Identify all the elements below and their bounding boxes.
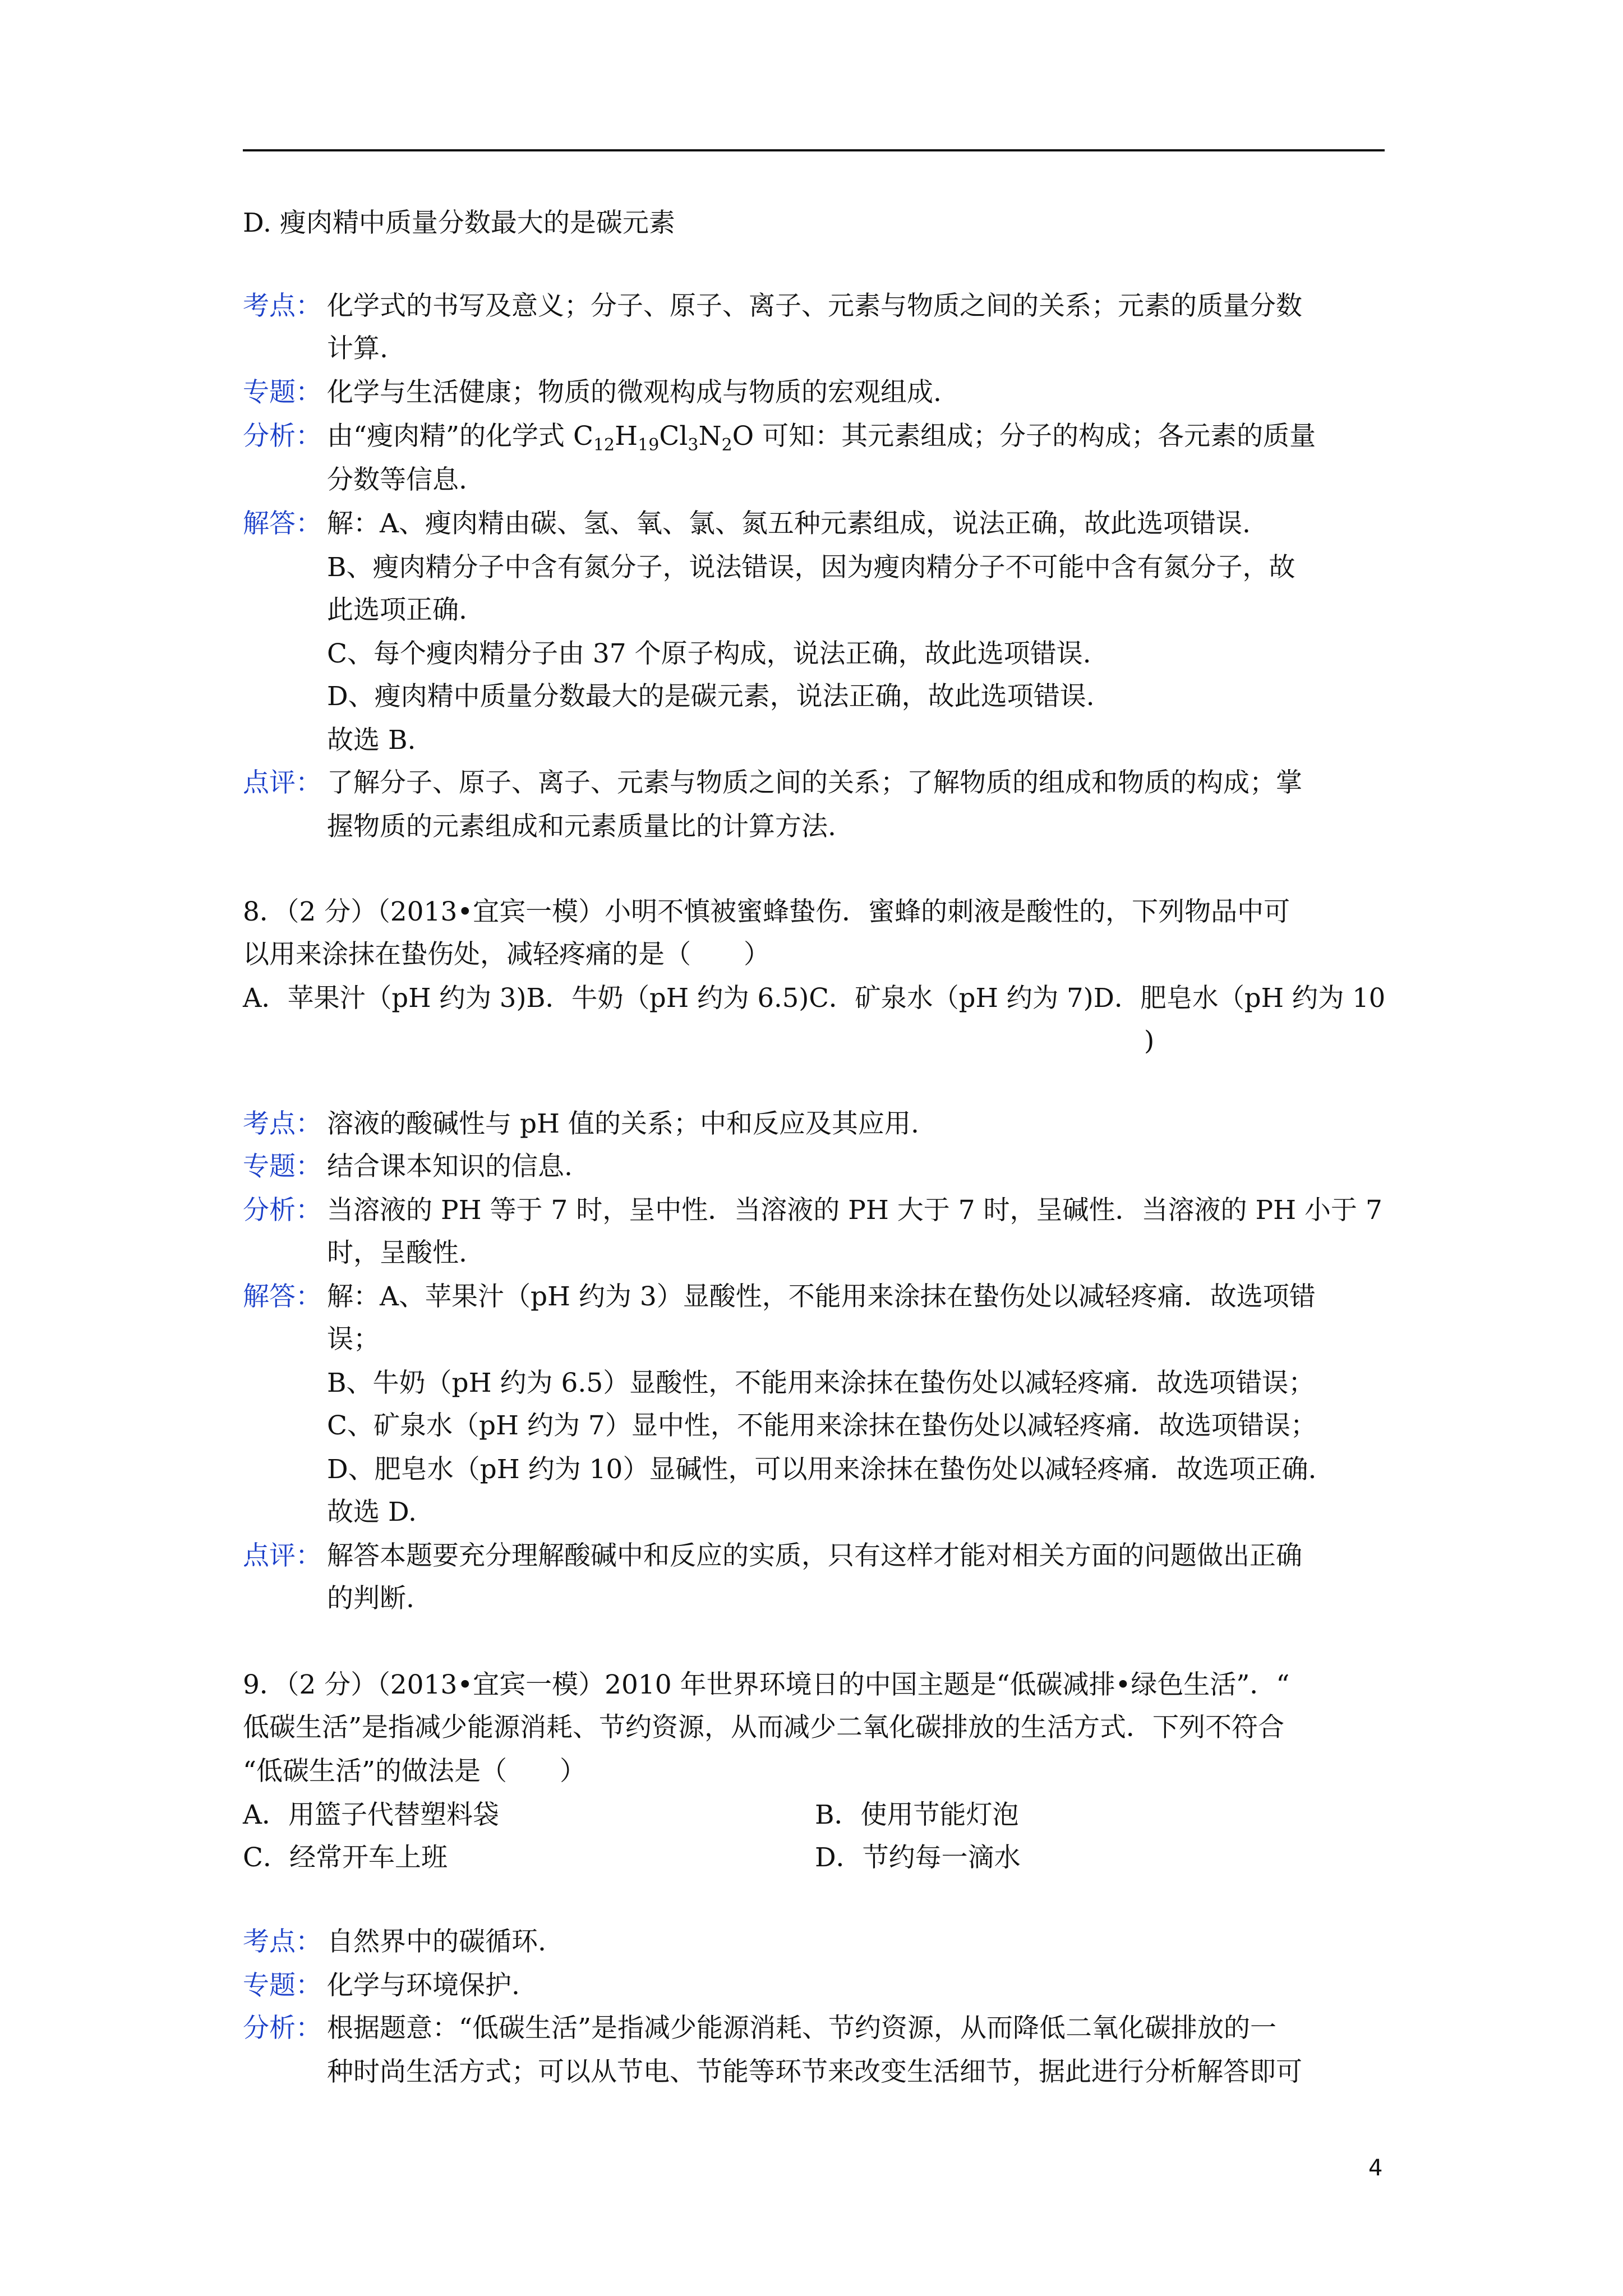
q9-stem-line-2: 低碳生活”是指减少能源消耗、节约资源，从而减少二氧化碳排放的生活方式．下列不符合 [243,1712,1285,1743]
q7-jieda-line-6: 故选 B. [327,725,416,756]
q7-jieda-line-5: D、瘦肉精中质量分数最大的是碳元素，说法正确，故此选项错误. [327,681,1095,712]
q8-kaodian-label: 考点： [243,1108,322,1139]
q7-zhuanti-label: 专题： [243,377,322,408]
q7-fenxi-line-2: 分数等信息. [327,464,467,495]
q9-zhuanti-text: 化学与环境保护. [327,1970,520,2001]
q9-zhuanti-label: 专题： [243,1970,322,2001]
q9-fenxi-line-1: 根据题意：“低碳生活”是指减少能源消耗、节约资源，从而降低二氧化碳排放的一 [327,2013,1277,2044]
q8-kaodian-text: 溶液的酸碱性与 pH 值的关系；中和反应及其应用. [327,1108,919,1139]
q7-dianping-line-1: 了解分子、原子、离子、元素与物质之间的关系；了解物质的组成和物质的构成；掌 [327,767,1302,798]
q7-option-d: D. 瘦肉精中质量分数最大的是碳元素 [243,208,675,238]
q7-jieda-label: 解答： [243,508,322,539]
q7-jieda-line-1: 解：A、瘦肉精由碳、氢、氧、氯、氮五种元素组成，说法正确，故此选项错误. [327,508,1251,539]
q8-jieda-label: 解答： [243,1281,322,1312]
q7-jieda-line-4: C、每个瘦肉精分子由 37 个原子构成，说法正确，故此选项错误. [327,638,1091,669]
q8-jieda-line-3: B、牛奶（pH 约为 6.5）显酸性，不能用来涂抹在蛰伤处以减轻疼痛．故选项错误； [327,1368,1315,1398]
q8-jieda-line-2: 误； [327,1324,380,1355]
q7-zhuanti-text: 化学与生活健康；物质的微观构成与物质的宏观组成. [327,377,942,408]
q7-kaodian-line-2: 计算. [327,333,388,364]
q9-stem-line-3: “低碳生活”的做法是（ ） [243,1756,587,1787]
q8-jieda-line-6: 故选 D. [327,1497,417,1527]
q8-options-tail: ) [1144,1025,1155,1056]
q7-dianping-line-2: 握物质的元素组成和元素质量比的计算方法. [327,811,836,842]
q7-fenxi-label: 分析： [243,421,322,452]
clenbuterol-formula: $C_{12}H_{19}Cl_3N_2O$ [573,421,754,455]
q9-kaodian-text: 自然界中的碳循环. [327,1926,546,1957]
q8-dianping-line-1: 解答本题要充分理解酸碱中和反应的实质，只有这样才能对相关方面的问题做出正确 [327,1540,1302,1571]
q8-jieda-line-4: C、矿泉水（pH 约为 7）显中性，不能用来涂抹在蛰伤处以减轻疼痛．故选项错误； [327,1410,1317,1441]
q9-stem-line-1: 9．（2 分）（2013•宜宾一模）2010 年世界环境日的中国主题是“低碳减排•绿色生活”．“ [243,1669,1290,1700]
q8-stem-line-2: 以用来涂抹在蛰伤处，减轻疼痛的是（ ） [243,939,770,970]
page-number: 4 [1368,2155,1383,2181]
q9-fenxi-label: 分析： [243,2013,322,2044]
q9-fenxi-line-2: 种时尚生活方式；可以从节电、节能等环节来改变生活细节，据此进行分析解答即可 [327,2056,1302,2087]
q8-zhuanti-text: 结合课本知识的信息. [327,1151,573,1182]
q8-fenxi-line-2: 时，呈酸性. [327,1237,467,1268]
q9-option-d: D．节约每一滴水 [815,1842,1021,1873]
q9-option-b: B．使用节能灯泡 [815,1800,1019,1830]
q9-option-c: C．经常开车上班 [243,1842,448,1873]
header-rule [243,149,1385,151]
q7-jieda-line-2: B、瘦肉精分子中含有氮分子，说法错误，因为瘦肉精分子不可能中含有氮分子，故 [327,552,1295,583]
q9-kaodian-label: 考点： [243,1926,322,1957]
q7-jieda-line-3: 此选项正确. [327,595,467,625]
q8-options-line: A．苹果汁（pH 约为 3)B．牛奶（pH 约为 6.5)C．矿泉水（pH 约为 7)D．肥皂水（pH 约为 10 [243,983,1386,1014]
q7-kaodian-line-1: 化学式的书写及意义；分子、原子、离子、元素与物质之间的关系；元素的质量分数 [327,291,1302,321]
q8-zhuanti-label: 专题： [243,1151,322,1182]
q9-option-a: A．用篮子代替塑料袋 [243,1800,499,1830]
q8-dianping-line-2: 的判断. [327,1583,414,1614]
q8-stem-line-1: 8．（2 分）（2013•宜宾一模）小明不慎被蜜蜂蛰伤．蜜蜂的刺液是酸性的，下列物品中可 [243,896,1290,927]
q8-jieda-line-5: D、肥皂水（pH 约为 10）显碱性，可以用来涂抹在蛰伤处以减轻疼痛．故选项正确. [327,1454,1317,1485]
q7-dianping-label: 点评： [243,767,322,798]
q8-jieda-line-1: 解：A、苹果汁（pH 约为 3）显酸性，不能用来涂抹在蛰伤处以减轻疼痛．故选项错 [327,1281,1316,1312]
q8-fenxi-line-1: 当溶液的 PH 等于 7 时，呈中性．当溶液的 PH 大于 7 时，呈碱性．当溶液的 PH 小于 7 [327,1195,1382,1226]
q7-kaodian-label: 考点： [243,291,322,321]
q8-dianping-label: 点评： [243,1540,322,1571]
q8-fenxi-label: 分析： [243,1195,322,1226]
q7-fenxi-line-1: 由“瘦肉精”的化学式 $C_{12}H_{19}Cl_3N_2O$ 可知：其元素组成；分子的构成；各元素的质量 [327,421,1316,455]
